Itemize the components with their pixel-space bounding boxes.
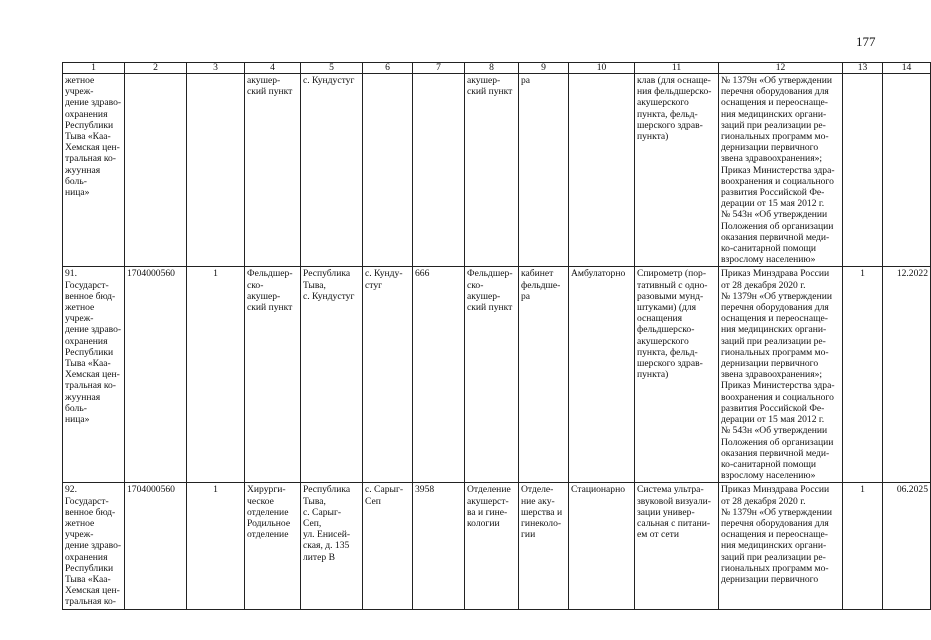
column-number: 6 — [363, 63, 413, 74]
column-number: 5 — [301, 63, 363, 74]
care-form-cell: Амбулаторно — [569, 267, 635, 483]
unit-cell: акушер- ский пункт — [245, 74, 301, 267]
equipment-cell: Спирометр (пор- тативный с одно- разовыми мунд- штуками) (для оснащения фельдшерско- акушерского пункта, фельд- шерского здрав- пункта) — [635, 267, 719, 483]
column-number: 9 — [519, 63, 569, 74]
number-cell: 666 — [413, 267, 465, 483]
quantity-cell: 1 — [843, 267, 883, 483]
address-cell: Республика Тыва, с. Кундустуг — [301, 267, 363, 483]
quantity-cell — [843, 74, 883, 267]
column-number: 1 — [63, 63, 125, 74]
regulation-cell: Приказ Минздрава России от 28 декабря 2020 г. № 1379н «Об утверждении перечня оборудования для оснащения и переоснаще- ния медицинских органи- заций при реализации ре- гиональных программ мо- дернизации первичного звена здравоохранения»; Приказ Министерства здра- воохранения и социального развития Российской Фе- дерации от 15 мая 2012 г. № 543н «Об утверждении Положения об организации оказания первичной меди- ко-санитарной помощи взрослому населению» — [719, 267, 843, 483]
address-cell: с. Кундустуг — [301, 74, 363, 267]
column-number: 3 — [187, 63, 245, 74]
institution-cell: 92. Государст- венное бюд- жетное учреж- дение здраво- охранения Республики Тыва «Каа- Хемская цен- тральная ко- — [63, 483, 125, 609]
regulation-cell: Приказ Минздрава России от 28 декабря 2020 г. № 1379н «Об утверждении перечня оборудования для оснащения и переоснаще- ния медицинских органи- заций при реализации ре- гиональных программ мо- дернизации первичного — [719, 483, 843, 609]
settlement-cell — [363, 74, 413, 267]
number-cell — [413, 74, 465, 267]
column-number: 4 — [245, 63, 301, 74]
column-number: 14 — [883, 63, 931, 74]
unit-cell: Фельдшер- ско- акушер- ский пункт — [245, 267, 301, 483]
department-cell: Фельдшер- ско- акушер- ский пункт — [465, 267, 519, 483]
column-number: 11 — [635, 63, 719, 74]
equipment-cell: Система ультра- звуковой визуали- зации универ- сальная с питани- ем от сети — [635, 483, 719, 609]
settlement-cell: с. Кунду- стуг — [363, 267, 413, 483]
address-cell: Республика Тыва, с. Сарыг- Сеп, ул. Енисей- ская, д. 135 литер В — [301, 483, 363, 609]
table-row — [63, 74, 931, 267]
count-cell: 1 — [187, 483, 245, 609]
equipment-cell: клав (для оснаще- ния фельдшерско- акушерского пункта, фельд- шерского здрав- пункта) — [635, 74, 719, 267]
table-row — [63, 267, 931, 483]
quantity-cell: 1 — [843, 483, 883, 609]
column-number: 13 — [843, 63, 883, 74]
care-form-cell — [569, 74, 635, 267]
number-cell: 3958 — [413, 483, 465, 609]
count-cell — [187, 74, 245, 267]
department-cell: акушер- ский пункт — [465, 74, 519, 267]
column-number: 10 — [569, 63, 635, 74]
column-number: 7 — [413, 63, 465, 74]
institution-cell: жетное учреж- дение здраво- охранения Республики Тыва «Каа- Хемская цен- тральная ко- жуунная боль- ница» — [63, 74, 125, 267]
room-cell: Отделе- ние аку- шерства и гинеколо- гии — [519, 483, 569, 609]
equipment-table — [62, 62, 931, 610]
page-number: 177 — [856, 34, 876, 49]
column-number-row — [63, 63, 931, 74]
column-number: 8 — [465, 63, 519, 74]
inn-cell: 1704000560 — [125, 267, 187, 483]
room-cell: ра — [519, 74, 569, 267]
institution-cell: 91. Государст- венное бюд- жетное учреж- дение здраво- охранения Республики Тыва «Каа- Хемская цен- тральная ко- жуунная боль- ница» — [63, 267, 125, 483]
inn-cell — [125, 74, 187, 267]
regulation-cell: № 1379н «Об утверждении перечня оборудования для оснащения и переоснаще- ния медицинских органи- заций при реализации ре- гиональных программ мо- дернизации первичного звена здравоохранения»; Приказ Министерства здра- воохранения и социального развития Российской Фе- дерации от 15 мая 2012 г. № 543н «Об утверждении Положения об организации оказания первичной меди- ко-санитарной помощи взрослому населению» — [719, 74, 843, 267]
date-cell — [883, 74, 931, 267]
column-number: 12 — [719, 63, 843, 74]
department-cell: Отделение акушерст- ва и гине- кологии — [465, 483, 519, 609]
table-row — [63, 483, 931, 609]
unit-cell: Хирурги- ческое отделение Родильное отделение — [245, 483, 301, 609]
column-number: 2 — [125, 63, 187, 74]
date-cell: 06.2025 — [883, 483, 931, 609]
inn-cell: 1704000560 — [125, 483, 187, 609]
room-cell: кабинет фельдше- ра — [519, 267, 569, 483]
care-form-cell: Стационарно — [569, 483, 635, 609]
date-cell: 12.2022 — [883, 267, 931, 483]
count-cell: 1 — [187, 267, 245, 483]
settlement-cell: с. Сарыг- Сеп — [363, 483, 413, 609]
